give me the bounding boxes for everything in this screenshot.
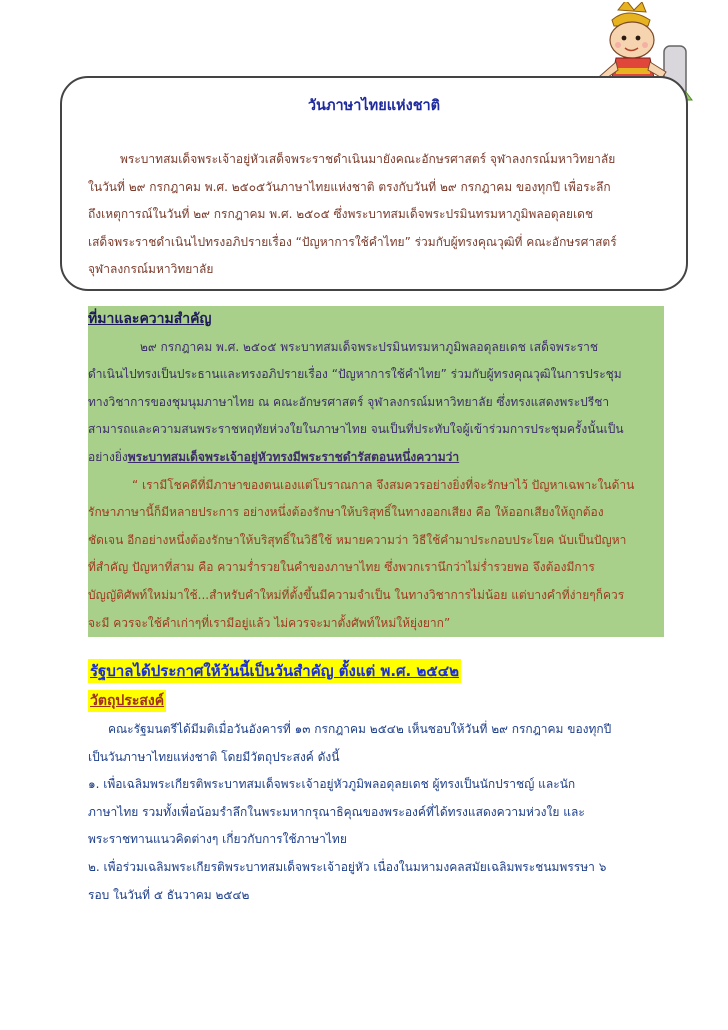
intro-line: เสด็จพระราชดำเนินไปทรงอภิปรายเรื่อง “ปัญหาการใช้คำไทย” ร่วมกับผู้ทรงคุณวุฒิที่ คณะอักษรศาสตร์ xyxy=(88,234,617,249)
quote-line: จะมี ควรจะใช้คำเก่าๆที่เรามีอยู่แล้ว ไม่ควรจะมาตั้งศัพท์ใหม่ให้ยุ่งยาก” xyxy=(88,615,451,630)
intro-box xyxy=(60,76,688,291)
origin-section xyxy=(88,306,664,637)
objective-line: รอบ ในวันที่ ๕ ธันวาคม ๒๕๔๒ xyxy=(88,887,250,902)
objective-line: ภาษาไทย รวมทั้งเพื่อน้อมรำลึกในพระมหากรุณาธิคุณของพระองค์ที่ได้ทรงแสดงความห่วงใย และ xyxy=(88,804,585,819)
origin-line: ๒๙ กรกฎาคม พ.ศ. ๒๕๐๕ พระบาทสมเด็จพระปรมินทรมหาภูมิพลอดุลยเดช เสด็จพระราช xyxy=(140,339,599,354)
objective-section xyxy=(88,716,666,909)
announcement-heading: รัฐบาลได้ประกาศให้วันนี้เป็นวันสำคัญ ตั้งแต่ พ.ศ. ๒๕๔๒ xyxy=(88,659,461,683)
objective-line: คณะรัฐมนตรีได้มีมติเมื่อวันอังคารที่ ๑๓ กรกฎาคม ๒๕๔๒ เห็นชอบให้วันที่ ๒๙ กรกฎาคม ของทุกปี xyxy=(108,722,612,736)
intro-line: พระบาทสมเด็จพระเจ้าอยู่หัวเสด็จพระราชดำเนินมายังคณะอักษรศาสตร์ จุฬาลงกรณ์มหาวิทยาลัย xyxy=(120,152,616,166)
objective-line: เป็นวันภาษาไทยแห่งชาติ โดยมีวัตถุประสงค์ ดังนี้ xyxy=(88,749,340,764)
quote-line: บัญญัติศัพท์ใหม่มาใช้...สำหรับคำใหม่ที่ตั้งขึ้นมีความจำเป็น ในทางวิชาการไม่น้อย แต่บางคำที่ง่ายๆก็ควร xyxy=(88,587,625,602)
origin-line: สามารถและความสนพระราชหฤทัยห่วงใยในภาษาไทย จนเป็นที่ประทับใจผู้เข้าร่วมการประชุมครั้งนั้นเป็น xyxy=(88,422,624,437)
intro-paragraph xyxy=(88,146,668,284)
objective-line: ๑. เพื่อเฉลิมพระเกียรติพระบาทสมเด็จพระเจ้าอยู่หัวภูมิพลอดุลยเดช ผู้ทรงเป็นนักปราชญ์ และนัก xyxy=(88,777,576,792)
quote-line: รักษาภาษานี้ก็มีหลายประการ อย่างหนึ่งต้องรักษาให้บริสุทธิ์ในทางออกเสียง คือ ให้ออกเสียงให้ถูกต้อง xyxy=(88,505,604,520)
quote-line: ชัดเจน อีกอย่างหนึ่งต้องรักษาให้บริสุทธิ์ในวิธีใช้ หมายความว่า วิธีใช้คำมาประกอบประโยค นับเป็นปัญหา xyxy=(88,532,627,547)
intro-line: ถึงเหตุการณ์ในวันที่ ๒๙ กรกฎาคม พ.ศ. ๒๕๐๕ ซึ่งพระบาทสมเด็จพระปรมินทรมหาภูมิพลอดุลยเดช xyxy=(88,207,594,222)
page-title: วันภาษาไทยแห่งชาติ xyxy=(307,98,441,114)
quote-line: “ เรามีโชคดีที่มีภาษาของตนเองแต่โบราณกาล จึงสมควรอย่างยิ่งที่จะรักษาไว้ ปัญหาเฉพาะในด้าน xyxy=(132,477,635,492)
intro-line: จุฬาลงกรณ์มหาวิทยาลัย xyxy=(88,262,214,277)
origin-line-last xyxy=(88,444,664,472)
objective-line: พระราชทานแนวคิดต่างๆ เกี่ยวกับการใช้ภาษาไทย xyxy=(88,832,347,847)
origin-heading: ที่มาและความสำคัญ xyxy=(88,311,212,327)
intro-line: ในวันที่ ๒๙ กรกฎาคม พ.ศ. ๒๕๐๕วันภาษาไทยแห่งชาติ ตรงกับวันที่ ๒๙ กรกฎาคม ของทุกปี เพื่อระลึก xyxy=(88,179,611,194)
objective-heading: วัตถุประสงค์ xyxy=(88,690,166,712)
origin-last-prefix: อย่างยิ่ง xyxy=(88,449,128,464)
objective-line: ๒. เพื่อร่วมเฉลิมพระเกียรติพระบาทสมเด็จพระเจ้าอยู่หัว เนื่องในมหามงคลสมัยเฉลิมพระชนมพรรษา ๖ xyxy=(88,859,607,874)
royal-speech-intro: พระบาทสมเด็จพระเจ้าอยู่หัวทรงมีพระราชดำรัสตอนหนึ่งความว่า xyxy=(127,449,460,464)
quote-line: ที่สำคัญ ปัญหาที่สาม คือ ความร่ำรวยในคำของภาษาไทย ซึ่งพวกเรานึกว่าไม่ร่ำรวยพอ จึงต้องมีการ xyxy=(88,560,595,575)
origin-line: ทางวิชาการของชุมนุมภาษาไทย ณ คณะอักษรศาสตร์ จุฬาลงกรณ์มหาวิทยาลัย ซึ่งทรงแสดงพระปรีชา xyxy=(88,394,610,409)
origin-line: ดำเนินไปทรงเป็นประธานและทรงอภิปรายเรื่อง “ปัญหาการใช้คำไทย” ร่วมกับผู้ทรงคุณวุฒิในการประชุม xyxy=(88,367,622,382)
